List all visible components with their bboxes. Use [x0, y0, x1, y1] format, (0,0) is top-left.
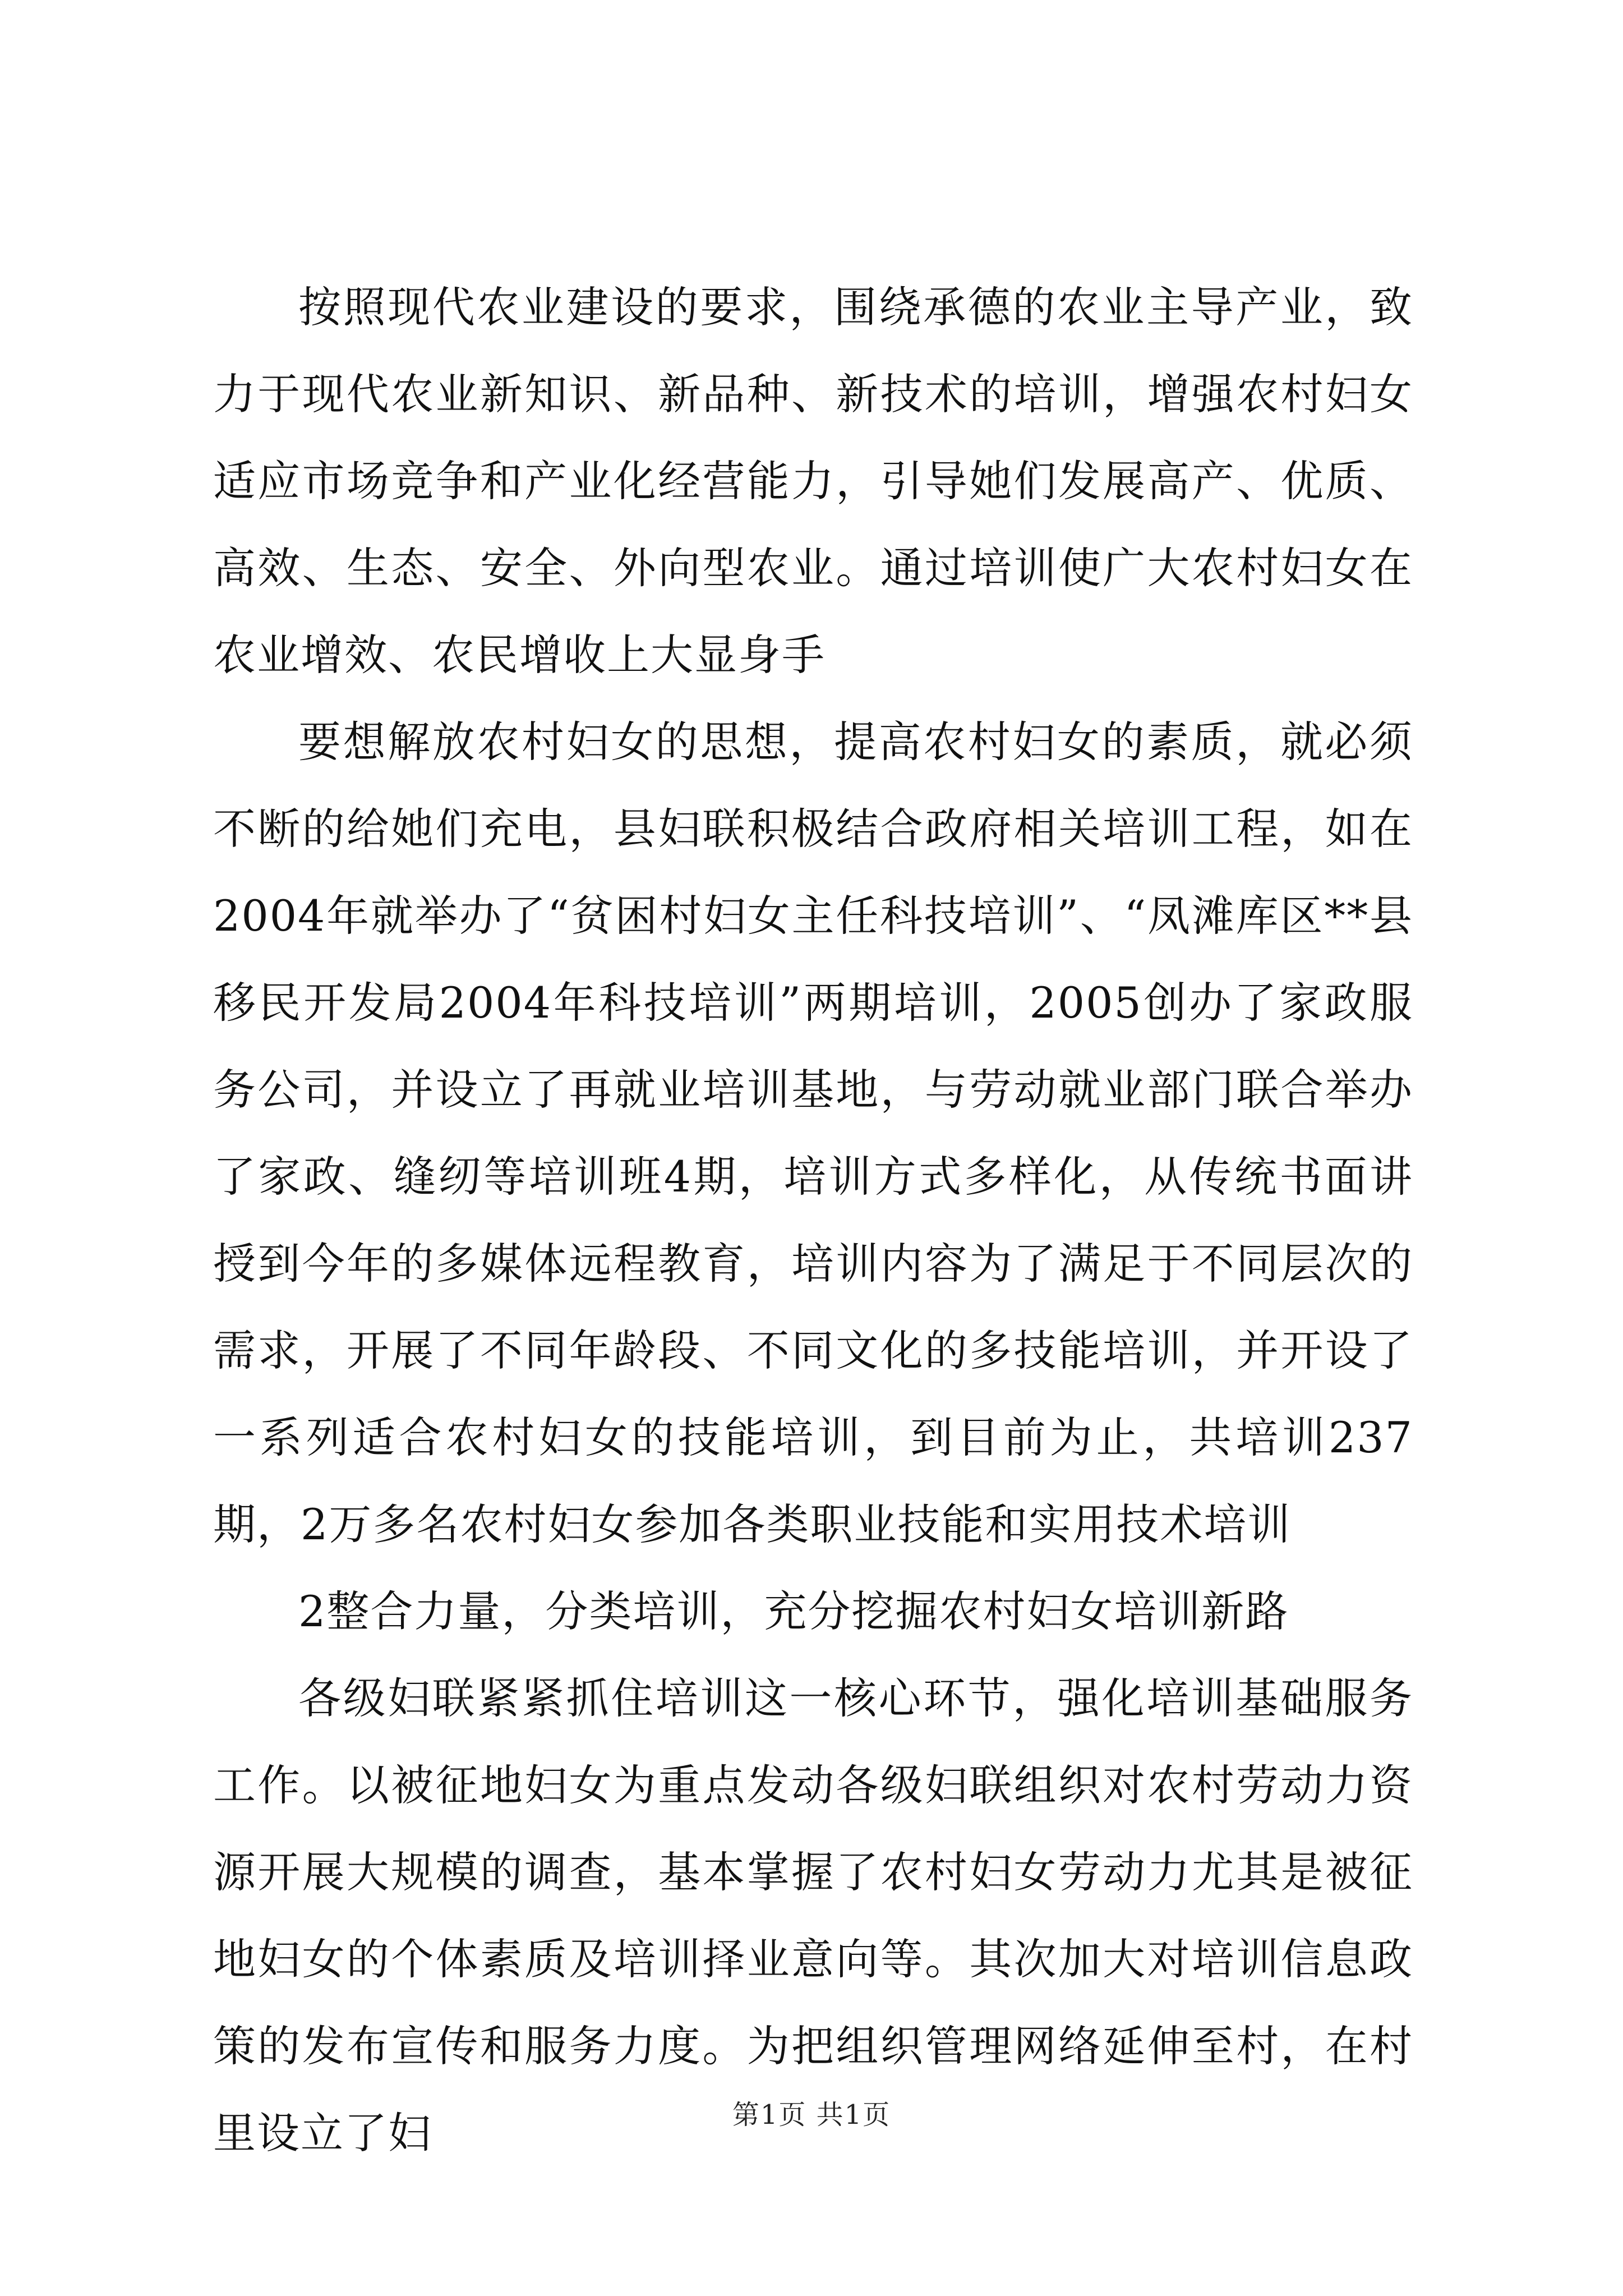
document-body [213, 264, 1413, 2177]
paragraph-3: 各级妇联紧紧抓住培训这一核心环节，强化培训基础服务工作。以被征地妇女为重点发动各级妇联组织对农村劳动力资源开展大规模的调查，基本掌握了农村妇女劳动力尤其是被征地妇女的个体素质及培训择业意向等。其次加大对培训信息政策的发布宣传和服务力度。为把组织管理网络延伸至村，在村里设立了妇 [213, 1673, 1413, 2158]
section-heading: 2整合力量，分类培训，充分挖掘农村妇女培训新路 [298, 1586, 1289, 1636]
paragraph-2: 要想解放农村妇女的思想，提高农村妇女的素质，就必须不断的给她们充电，县妇联积极结合政府相关培训工程，如在2004年就举办了“贫困村妇女主任科技培训”、“凤滩库区**县移民开发局2004年科技培训”两期培训，2005创办了家政服务公司，并设立了再就业培训基地，与劳动就业部门联合举办了家政、缝纫等培训班4期，培训方式多样化，从传统书面讲授到今年的多媒体远程教育，培训内容为了满足于不同层次的需求，开展了不同年龄段、不同文化的多技能培训，并开设了一系列适合农村妇女的技能培训，到目前为止，共培训237期，2万多名农村妇女参加各类职业技能和实用技术培训 [213, 717, 1413, 1549]
paragraph-1: 按照现代农业建设的要求，围绕承德的农业主导产业，致力于现代农业新知识、新品种、新技术的培训，增强农村妇女适应市场竞争和产业化经营能力，引导她们发展高产、优质、高效、生态、安全、外向型农业。通过培训使广大农村妇女在农业增效、农民增收上大显身手 [213, 282, 1413, 680]
page-footer: 第1页 共1页 [732, 2099, 891, 2131]
